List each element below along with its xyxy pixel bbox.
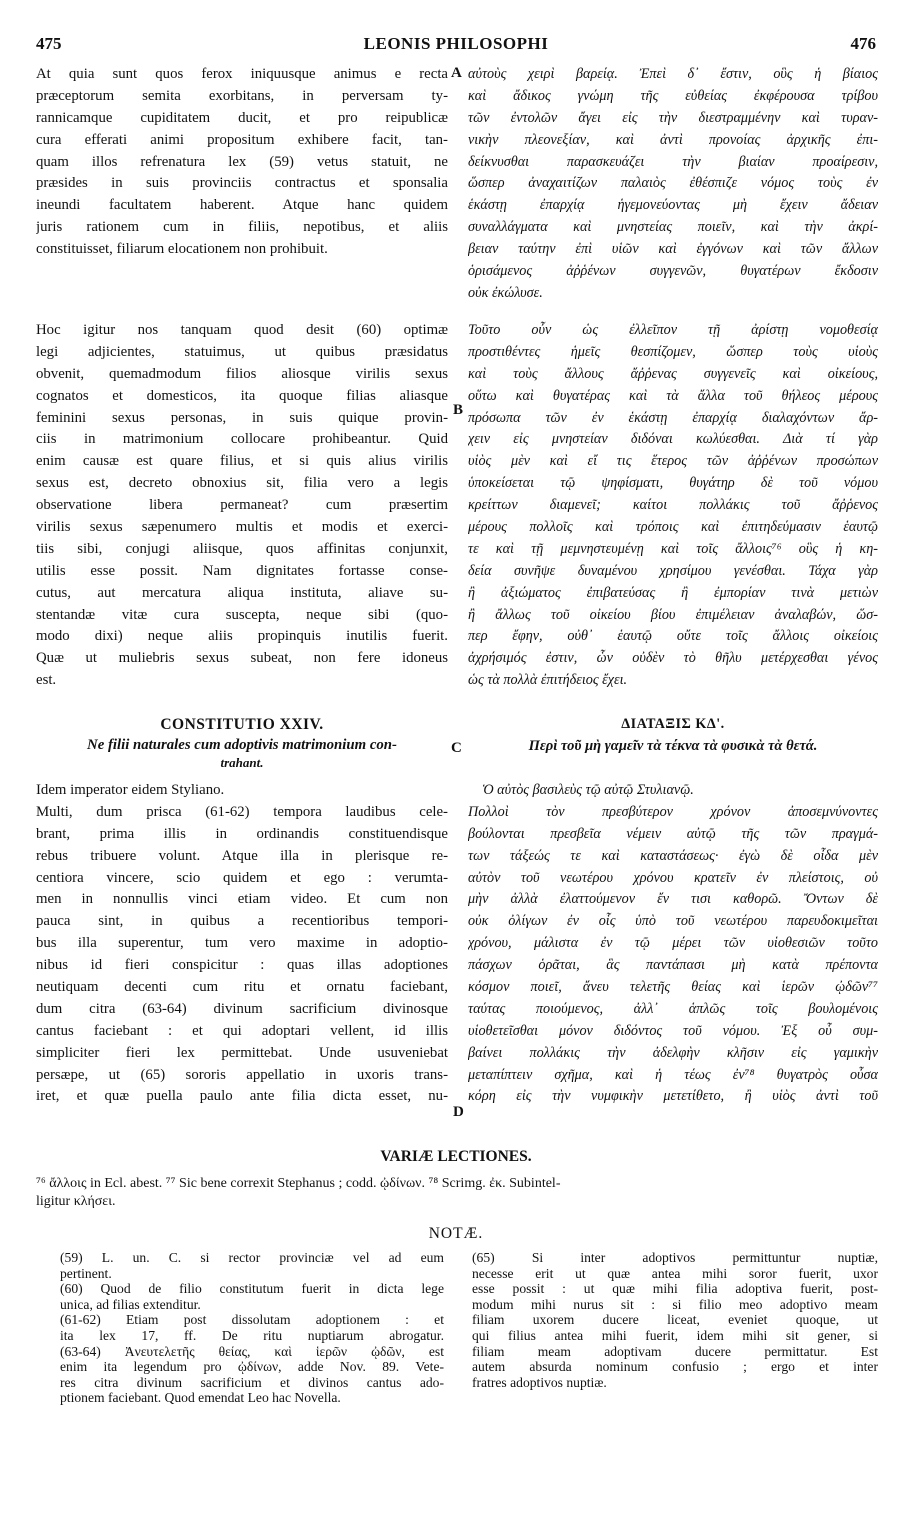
note-line: ita lex 17, ff. De ritu nuptiarum abrogatur. [60,1327,444,1343]
greek-constitution-title: ΔΙΑΤΑΞΙΣ ΚΔ'. [621,716,725,732]
text-line: μεταπίπτειν σχῆμα, καὶ ἡ τέως ἐν⁷⁸ θυγατρὸς οὖσα [468,1066,878,1083]
margin-marker-d: D [453,1104,464,1120]
text-line: bus illa superentur, tum vero maxime in adoptio- [36,935,448,952]
text-line: Τοῦτο οὖν ὡς ἐλλεῖπον τῇ ἀρίστῃ νομοθεσίᾳ [468,322,878,338]
text-line: dum citra (63-64) divinum sacrificium divinosque [36,1000,448,1017]
note-line: esse possit : ut quæ mihi filia adoptiva fuerit, post- [472,1281,878,1297]
text-line: τῶν ἐντολῶν ἄγει εἰς τὴν διεστραμμένην καὶ τυραν- [468,109,878,126]
text-line: προστιθέντες ἡμεῖς θεσπίζομεν, ὥσπερ τοὺς υἱοὺς [468,343,878,360]
text-line: rebus tribuere volunt. Atque illa in plerisque re- [36,847,448,864]
running-header [36,34,876,56]
text-line: Hoc igitur nos tanquam quod desit (60) optimæ [36,322,448,338]
running-title: LEONIS PHILOSOPHI [363,34,549,53]
text-line: οὐκ ἐκώλυσε. [468,284,543,301]
text-line: ὡς τὰ πολλὰ ἐπιτήδειος ἔχει. [468,672,628,689]
greek-constitution-subtitle: Περὶ τοῦ μὴ γαμεῖν τὰ τέκνα τὰ φυσικὰ τὰ θετά. [528,737,818,754]
note-line: unica, ad filias extenditur. [60,1296,201,1312]
note-line: autem absurda nominum confusio ; ergo et inter [472,1359,878,1375]
note-line: fratres adoptivos nuptiæ. [472,1374,607,1390]
greek-paragraph-2 [468,320,878,692]
text-line: οὐκ ὀλίγων ἐν οἷς ὑπὸ τοῦ νεωτέρου παρευδοκιμεῖται [468,913,878,930]
note-line: filiam uxorem ducere liceat, eveniet quoque, ut [472,1312,878,1328]
text-line: περ ἔφην, οὐθ᾿ ἑαυτῷ οὔτε τοῖς ἄλλοις οἰκείοις [468,628,878,645]
latin-constitution-title: CONSTITUTIO XXIV. [160,716,324,733]
text-line: ταύτας ποιούμενος, ἀλλ᾿ ἁπλῶς τοῖς βουλομένοις [468,1000,878,1017]
text-line: tiis sibi, conjugi aliisque, quos affinitas conjunxit, [36,540,448,557]
notae-title: NOTÆ. [428,1225,484,1242]
variae-lectiones-text [36,1175,876,1211]
text-line: ἢ ἀξιώματος ἐπιβατεύσας ἢ ἐμπορίαν τινὰ μετιὼν [468,584,878,601]
text-line: μέρους πολλοῖς καὶ τρόποις καὶ ἐπιτηδεύμασιν ἑαυτῷ [468,519,878,536]
notae-right-column [472,1250,878,1390]
note-line: (61-62) Etiam post dissolutam adoptionem : et [60,1312,444,1328]
text-line: quam illos refrenatura lex (59) vetus statuit, ne [36,153,448,170]
text-line: υἱὸς μὲν καὶ εἴ τις ἕτερος τῶν ἀῤῥένων προσώπων [468,453,878,470]
text-line: iret, et quæ puella paulo ante filia dicta esset, nu- [36,1088,448,1105]
text-line: ἀχρήσιμός ἐστιν, ὧν οὐδὲν τὸ θῆλυ μετέρχεσθαι γένος [468,650,878,667]
latin-constitution-subtitle: Ne filii naturales cum adoptivis matrimonium con- [87,736,397,753]
note-line: ptionem faciebant. Quod emendat Leo hac Novella. [60,1390,341,1406]
text-line: modo dixi) neque aliis propinquis inutilis fuerit. [36,628,448,645]
text-line: ὥσπερ ἀναχαιτίζων παλαιὸς ἐθέσπιζε νόμος τοὺς ἐν [468,175,878,192]
note-line: modum mihi nurus sit : si filio meo adoptivo meam [472,1296,878,1312]
text-line: βειαν ταύτην ἐπὶ υἱῶν καὶ ἐγγόνων καὶ τῶν ἄλλων [468,241,878,258]
text-line: nibus id fieri conspicitur : quas illas adoptiones [36,957,448,974]
text-line: ineundi facultatem haberent. Atque hanc quidem [36,197,448,214]
note-line: enim ita legendum pro ᾠδίνων, adde Nov. 89. Vete- [60,1359,444,1375]
text-line: rannicamque cupiditatem ducit, et pro reipublicæ [36,109,448,126]
text-line: τε καὶ τῇ μεμνηστευμένῃ καὶ τοῖς ἄλλοις⁷⁶ οὓς ἡ κη- [468,540,878,557]
text-line: δεία συνῆψε δυναμένου χρησίμου γενέσθαι. Τάχα γὰρ [468,562,878,579]
margin-marker-a: A [451,65,462,81]
text-line: juris rationem cum in filiis, nepotibus, et aliis [36,219,448,236]
text-line: cognatos et domesticos, ita quoque filias aliasque [36,387,448,404]
right-page-number: 476 [850,34,876,53]
text-line: αὐτοὺς χειρὶ βαρείᾳ. Ἐπεὶ δ᾿ ἔστιν, οὓς ἡ βίαιος [468,66,878,82]
note-line: pertinent. [60,1265,112,1281]
text-line: ἑκάστῃ ἐπαρχίᾳ ἡγεμονεύοντας μὴ ἔχειν ἄδειαν [468,197,878,214]
greek-paragraph-1 [468,64,878,305]
text-line: νικὴν πλεονεξίαν, καὶ ἀντὶ προνοίας ἀρχικῆς ἐπι- [468,131,878,148]
note-line: (65) Si inter adoptivos permittuntur nuptiæ, [472,1250,878,1265]
text-line: cura efferati animi propositum exhibere facit, tan- [36,131,448,148]
text-line: χρόνου, μάλιστα ἐν τῷ μέρει τῶν υἱοθεσιῶν τοῦτο [468,935,878,952]
text-line: ἢ ἄλλως τοῦ οἰκείου βίου ἐπιμέλειαν ἀναλαβών, ὥσ- [468,606,878,623]
text-line: pauca sint, in quibus a recentioribus tempori- [36,913,448,930]
text-line: obvenit, quemadmodum filios aliosque virilis sexus [36,365,448,382]
text-line: Πολλοὶ τὸν πρεσβύτερον χρόνον ἀποσεμνύνοντες [468,803,878,820]
text-line: enim causæ est quare filius, et si quis alius virilis [36,453,448,470]
text-line: est. [36,672,57,689]
text-line: πάσχων ὁρᾶται, ἃς παντάπασι μὴ κατὰ πρέποντα [468,957,878,974]
text-line: ὁρισάμενος ἀῤῥένων συγγενῶν, θυγατέρων ἔκδοσιν [468,263,878,280]
text-line: sexus est, decreto obnoxius sit, filia vero a legis [36,475,448,492]
text-line: brant, prima illis in ordinandis constituendisque [36,825,448,842]
latin-constitution-heading [36,714,448,772]
margin-marker-b: B [453,402,464,418]
greek-constitution-heading [468,714,878,758]
text-line: legi adjicientes, statuimus, ut quibus præsidatus [36,343,448,360]
text-line: Idem imperator eidem Styliano. [36,782,225,798]
text-line: Multi, dum prisca (61-62) tempora laudibus cele- [36,803,448,820]
text-line: cantus faciebant : et qui adoptari vellent, id illis [36,1022,448,1039]
text-line: men in nonnullis vinci etiam video. Et cum non [36,891,448,908]
text-line: virilis sexus sæpenumero multis et modis et exerci- [36,519,448,536]
text-line: βαίνει πολλάκις τὴν ἀδελφὴν κλῆσιν εἰς γαμικὴν [468,1044,878,1061]
text-line: βούλονται πρεσβεῖα νέμειν αὐτῷ τῆς τῶν πραγμά- [468,825,878,842]
text-line: præceptorum semita exorbitans, in perversam ty- [36,87,448,104]
text-line: καὶ τοὺς ἄλλους ἄῤῥενας συγγενεῖς καὶ οἰκείους, [468,365,878,382]
variae-lectiones-title: VARIÆ LECTIONES. [380,1148,532,1165]
note-line: necesse erit ut quæ antea mihi soror fuerit, uxor [472,1265,878,1281]
text-line: υἱοθετεῖσθαι μόνον διδόντος τοῦ νόμου. Ἐξ οὗ συμ- [468,1022,878,1039]
left-page-number: 475 [36,34,62,53]
text-line: πρόσωπα τῶν ἐν ἑκάστῃ ἐπαρχίᾳ διαλαχόντων ἄρ- [468,409,878,426]
latin-constitution-subtitle-2: trahant. [220,754,264,770]
variae-line: ⁷⁶ ἄλλοις in Ecl. abest. ⁷⁷ Sic bene correxit Stephanus ; codd. ᾠδίνων. ⁷⁸ Scrimg. ἐκ. Subintel- [36,1176,561,1191]
notae-left-column [60,1250,444,1406]
latin-paragraph-2 [36,320,448,692]
note-line: (59) L. un. C. si rector provinciæ vel ad eum [60,1250,444,1265]
text-line: persæpe, ut (65) sororis appellatio in uxoris trans- [36,1066,448,1083]
text-line: οὕτω καὶ θυγατέρας καὶ τὰ ἄλλα τοῦ θήλεος μέρους [468,387,878,404]
text-line: των τάξεώς τε καὶ καταστάσεως· ἐγὼ δὲ οἶδα μὲν [468,847,878,864]
note-line: filiam meam adoptivam ducere permittatur. Est [472,1343,878,1359]
text-line: δείκνυσθαι παρασκευάζει τὴν βιαίαν προαίρεσιν, [468,153,878,170]
text-line: utilis esse possit. Nam dignitates fortasse conse- [36,562,448,579]
text-line: κρείττων διαμενεῖ; καίτοι πολλάκις τοῦ ἄῤῥενος [468,497,878,514]
note-line: (63-64) Ἀνευτελετῆς θείας, καὶ ἱερῶν ᾠδῶν, est [60,1343,444,1359]
text-line: Ὁ αὐτὸς βασιλεὺς τῷ αὐτῷ Στυλιανῷ. [482,782,694,798]
note-line: qui filius antea mihi fuerit, idem mihi sit gener, si [472,1327,878,1343]
latin-paragraph-1 [36,64,448,261]
text-line: χειν εἰς μνηστείαν διδόναι κωλύεσθαι. Διὰ τί γὰρ [468,431,878,448]
text-line: Quæ ut muliebris sexus subeat, non fere idoneus [36,650,448,667]
text-line: feminini sexus personas, in suis quique provin- [36,409,448,426]
text-line: κόρη εἰς τὴν νυμφικὴν μετετίθετο, ἢ υἱὸς ἀντὶ τοῦ [468,1088,878,1105]
text-line: At quia sunt quos ferox iniquusque animus e recta [36,66,448,82]
text-line: συναλλάγματα καὶ μνηστείας ποιεῖν, καὶ τὴν ἀκρί- [468,219,878,236]
text-line: ὑποκείσεται τῷ ψηφίσματι, θυγάτηρ δὲ τοῦ νόμου [468,475,878,492]
latin-paragraph-3 [36,780,448,1108]
text-line: αὐτὸν τοῦ νεωτέρου χρόνου κρατεῖν ἐν πλείστοις, οὐ [468,869,878,886]
margin-marker-c: C [451,740,462,756]
greek-paragraph-3 [468,780,878,1108]
variae-line: ligitur κλήσει. [36,1194,116,1209]
text-line: cutus, aut mercatura aliqua instituta, aliave su- [36,584,448,601]
text-line: præsides in suis provinciis contractus et sponsalia [36,175,448,192]
text-line: καὶ ἄδικος γνώμη τῆς εὐθείας ἐκφέρουσα τρίβου [468,87,878,104]
text-line: neutiquam decenti cum ritu et ornatu faciebant, [36,979,448,996]
text-line: centiora vincere, scio quidem et ego : verumta- [36,869,448,886]
text-line: observatione libera permaneat? cum præsertim [36,497,448,514]
text-line: μὴν ἀλλὰ ἐλαττούμενον ἔν τισι καθορῶ. Ὄντων δὲ [468,891,878,908]
text-line: simpliciter fieri lex permittebat. Unde usuveniebat [36,1044,448,1061]
note-line: res citra divinum sacrificium et divinos cantus ado- [60,1374,444,1390]
text-line: constituisset, filiarum elocationem non prohibuit. [36,241,328,258]
note-line: (60) Quod de filio constitutum fuerit in dicta lege [60,1281,444,1297]
text-line: stentandæ vitæ cura suscepta, neque sibi (quo- [36,606,448,623]
text-line: κόσμον ποιεῖ, ἄνευ τελετῆς θείας καὶ ἱερῶν ᾠδῶν⁷⁷ [468,979,878,996]
text-line: ciis in matrimonium collocare prohibeantur. Quid [36,431,448,448]
